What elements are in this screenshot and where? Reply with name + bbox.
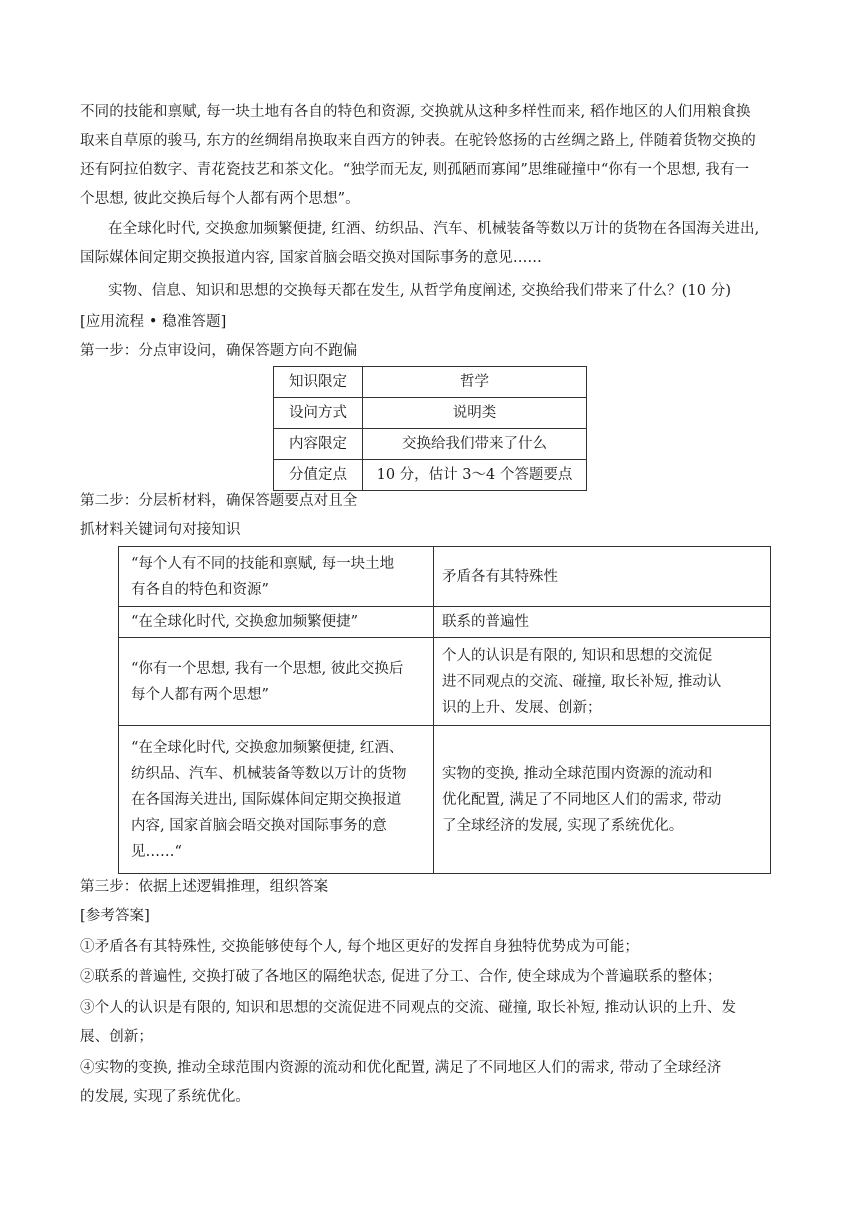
material-cell (119, 726, 434, 874)
material-cell (119, 547, 434, 607)
answer-header: [参考答案] (80, 908, 150, 924)
table-cell: 知识限定 (274, 367, 363, 398)
table-row (119, 726, 771, 874)
answer-line: ④实物的变换, 推动全球范围内资源的流动和优化配置, 满足了不同地区人们的需求, 带动了全球经济 (80, 1060, 722, 1076)
knowledge-cell (434, 726, 771, 874)
step3-heading: 第三步：依据上述逻辑推理，组织答案 (80, 879, 329, 895)
cell-line: 见……“ (131, 843, 182, 860)
intro-line: 个思想, 彼此交换后每个人都有两个思想”。 (80, 191, 360, 207)
table-row (119, 638, 771, 726)
cell-line: “在全球化时代, 交换愈加频繁便捷” (131, 614, 359, 630)
cell-line: 个人的认识是有限的, 知识和思想的交流促 (442, 647, 713, 664)
knowledge-cell (434, 638, 771, 726)
para2-line: 国际媒体间定期交换报道内容, 国家首脑会晤交换对国际事务的意见…… (80, 250, 543, 266)
intro-line: 取来自草原的骏马, 东方的丝绸绢帛换取来自西方的钟表。在驼铃悠扬的古丝绸之路上, 伴随着货物交换的 (80, 133, 756, 149)
step1-heading: 第一步：分点审设问，确保答题方向不跑偏 (80, 343, 358, 359)
answer-line: 展、创新； (80, 1029, 153, 1045)
cell-line: “每个人有不同的技能和禀赋, 每一块土地 (131, 555, 395, 572)
intro-line: 不同的技能和禀赋, 每一块土地有各自的特色和资源, 交换就从这种多样性而来, 稻作地区的人们用粮食换 (80, 104, 751, 120)
table-cell: 说明类 (363, 398, 587, 429)
step2-heading: 第二步：分层析材料，确保答题要点对且全 (80, 493, 358, 509)
table-cell: 哲学 (363, 367, 587, 398)
cell-line: 优化配置, 满足了不同地区人们的需求, 带动 (442, 791, 722, 808)
question-text: 实物、信息、知识和思想的交换每天都在发生, 从哲学角度阐述, 交换给我们带来了什么？(10 分) (108, 283, 732, 299)
intro-line: 还有阿拉伯数字、青花瓷技艺和茶文化。“独学而无友, 则孤陋而寡闻”思维碰撞中“你有一个思想, 我有一 (80, 162, 750, 178)
cell-line: 矛盾各有其特殊性 (442, 568, 558, 585)
cell-line: 联系的普遍性 (442, 614, 529, 630)
table-row (274, 367, 587, 398)
table-cell: 设问方式 (274, 398, 363, 429)
material-cell (119, 638, 434, 726)
knowledge-cell (434, 607, 771, 638)
cell-line: 了全球经济的发展, 实现了系统优化。 (442, 817, 684, 834)
knowledge-cell (434, 547, 771, 607)
cell-line: 内容, 国家首脑会晤交换对国际事务的意 (131, 817, 387, 834)
answer-line: 的发展, 实现了系统优化。 (80, 1089, 251, 1105)
answer-line: ②联系的普遍性, 交换打破了各地区的隔绝状态, 促进了分工、合作, 使全球成为个普遍联系的整体； (80, 969, 722, 985)
table-row (274, 460, 587, 491)
table-cell: 10 分，估计 3～4 个答题要点 (363, 460, 587, 491)
cell-line: 实物的变换, 推动全球范围内资源的流动和 (442, 765, 713, 782)
table-cell: 内容限定 (274, 429, 363, 460)
answer-line: ①矛盾各有其特殊性, 交换能够使每个人, 每个地区更好的发挥自身独特优势成为可能； (80, 939, 640, 955)
table-row (119, 607, 771, 638)
material-cell (119, 607, 434, 638)
cell-line: 识的上升、发展、创新； (442, 699, 602, 716)
para2-line: 在全球化时代, 交换愈加频繁便捷, 红酒、纺织品、汽车、机械装备等数以万计的货物在各国海关进出, (108, 221, 760, 237)
table-cell: 分值定点 (274, 460, 363, 491)
table-row (119, 547, 771, 607)
table-row (274, 429, 587, 460)
table-row (274, 398, 587, 429)
cell-line: 纺织品、汽车、机械装备等数以万计的货物 (131, 765, 407, 782)
cell-line: “在全球化时代, 交换愈加频繁便捷, 红酒、 (131, 739, 404, 756)
material-knowledge-table (118, 546, 771, 874)
table-cell: 交换给我们带来了什么 (363, 429, 587, 460)
cell-line: 有各自的特色和资源” (131, 581, 269, 598)
answer-line: ③个人的认识是有限的, 知识和思想的交流促进不同观点的交流、碰撞, 取长补短, 推动认识的上升、发 (80, 1000, 737, 1016)
question-analysis-table (273, 366, 587, 491)
step2-subheading: 抓材料关键词句对接知识 (80, 522, 241, 538)
cell-line: 每个人都有两个思想” (131, 686, 269, 703)
cell-line: “你有一个思想, 我有一个思想, 彼此交换后 (131, 660, 404, 677)
cell-line: 进不同观点的交流、碰撞, 取长补短, 推动认 (442, 673, 722, 690)
section-header: [应用流程 • 稳准答题] (80, 314, 227, 330)
cell-line: 在各国海关进出, 国际媒体间定期交换报道 (131, 791, 402, 808)
